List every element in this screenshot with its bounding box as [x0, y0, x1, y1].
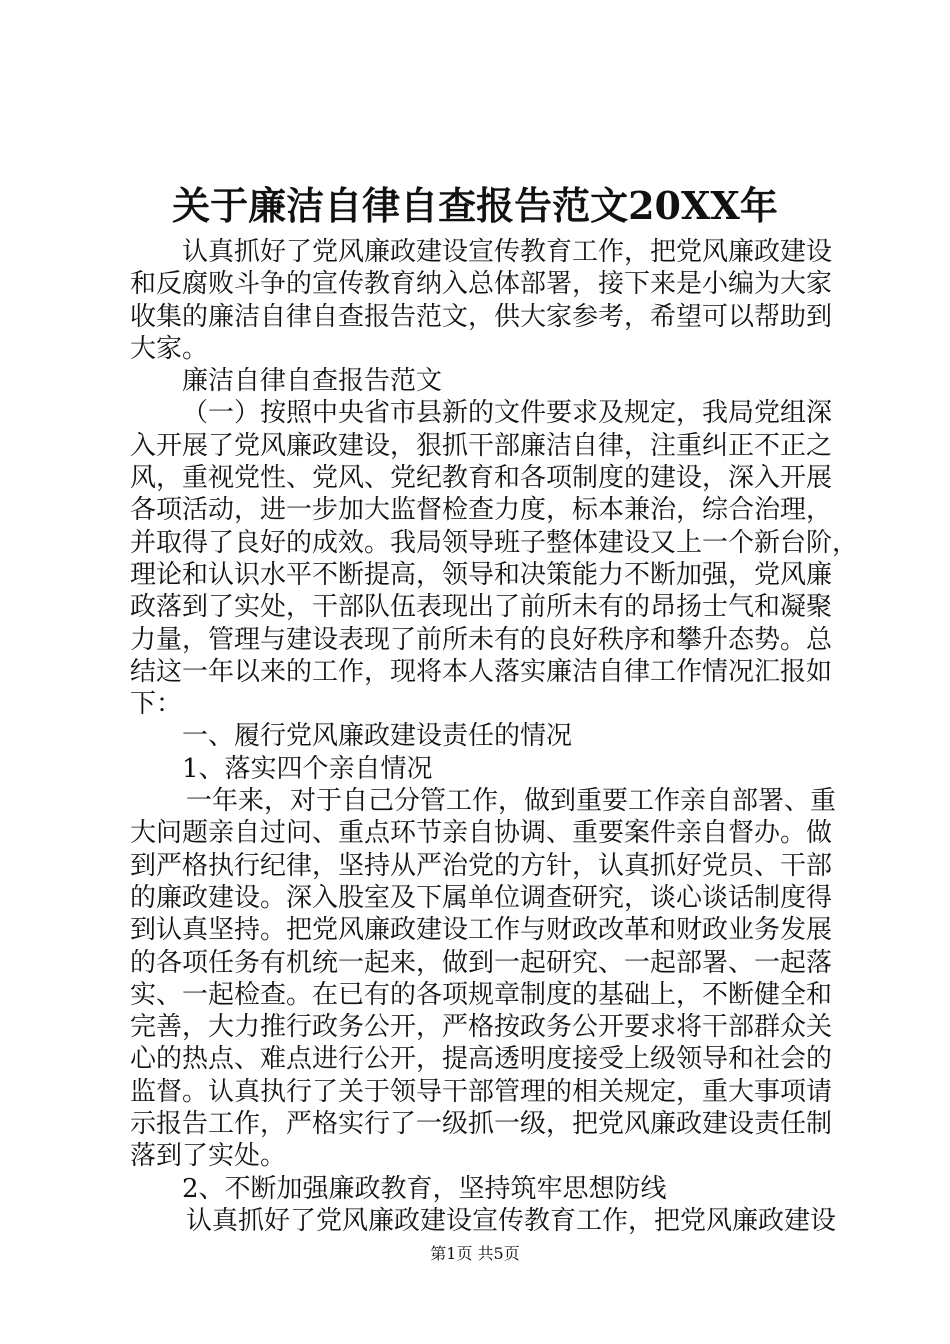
- paragraph-line: 结这一年以来的工作，现将本人落实廉洁自律工作情况汇报如: [130, 656, 833, 687]
- paragraph-line: 到严格执行纪律，坚持从严治党的方针，认真抓好党员、干部: [130, 850, 833, 881]
- paragraph-line: 的各项任务有机统一起来，做到一起研究、一起部署、一起落: [130, 947, 833, 978]
- paragraph-line: 一年来，对于自己分管工作，做到重要工作亲自部署、重: [186, 786, 837, 817]
- paragraph-line: 和反腐败斗争的宣传教育纳入总体部署，接下来是小编为大家: [130, 269, 833, 300]
- section-heading: 廉洁自律自查报告范文: [182, 366, 443, 397]
- document-body: [130, 236, 859, 1237]
- paragraph-line: 下：: [130, 689, 183, 720]
- paragraph-line: 示报告工作，严格实行了一级抓一级，把党风廉政建设责任制: [130, 1109, 833, 1140]
- paragraph-line: 大问题亲自过问、重点环节亲自协调、重要案件亲自督办。做: [130, 818, 833, 849]
- paragraph-line: 实、一起检查。在已有的各项规章制度的基础上，不断健全和: [130, 979, 833, 1010]
- page-number: 第1页 共5页: [430, 1244, 520, 1263]
- paragraph-line: 完善，大力推行政务公开，严格按政务公开要求将干部群众关: [130, 1012, 833, 1043]
- paragraph-line: 认真抓好了党风廉政建设宣传教育工作，把党风廉政建设: [182, 237, 833, 267]
- paragraph-line: 风，重视党性、党风、党纪教育和各项制度的建设，深入开展: [130, 463, 833, 494]
- paragraph-line: 理论和认识水平不断提高，领导和决策能力不断加强，党风廉: [130, 559, 833, 590]
- paragraph-line: 力量，管理与建设表现了前所未有的良好秩序和攀升态势。总: [130, 624, 833, 655]
- paragraph-line: 的廉政建设。深入股室及下属单位调查研究，谈心谈话制度得: [130, 882, 833, 913]
- paragraph-line: 大家。: [130, 333, 209, 364]
- paragraph-line: 认真抓好了党风廉政建设宣传教育工作，把党风廉政建设: [186, 1205, 837, 1236]
- paragraph-line: 政落到了实处，干部队伍表现出了前所未有的昂扬士气和凝聚: [130, 592, 833, 623]
- paragraph-line: 监督。认真执行了关于领导干部管理的相关规定，重大事项请: [130, 1076, 833, 1107]
- paragraph-line: 各项活动，进一步加大监督检查力度，标本兼治，综合治理，: [130, 495, 833, 526]
- section-heading: 一、履行党风廉政建设责任的情况: [182, 721, 573, 752]
- subsection-heading: 1、落实四个亲自情况: [182, 753, 433, 784]
- paragraph-line: 到认真坚持。把党风廉政建设工作与财政改革和财政业务发展: [130, 915, 833, 946]
- paragraph-line: 入开展了党风廉政建设，狠抓干部廉洁自律，注重纠正不正之: [130, 430, 833, 461]
- subsection-heading: 2、不断加强廉政教育，坚持筑牢思想防线: [182, 1173, 667, 1204]
- paragraph-line: 心的热点、难点进行公开，提高透明度接受上级领导和社会的: [130, 1044, 833, 1075]
- paragraph-line: （一）按照中央省市县新的文件要求及规定，我局党组深: [182, 398, 833, 429]
- paragraph-line: 落到了实处。: [130, 1141, 287, 1172]
- document-title: 关于廉洁自律自查报告范文20XX年: [172, 183, 778, 228]
- paragraph-line: 收集的廉洁自律自查报告范文，供大家参考，希望可以帮助到: [130, 301, 833, 332]
- paragraph-line: 并取得了良好的成效。我局领导班子整体建设又上一个新台阶，: [130, 527, 859, 558]
